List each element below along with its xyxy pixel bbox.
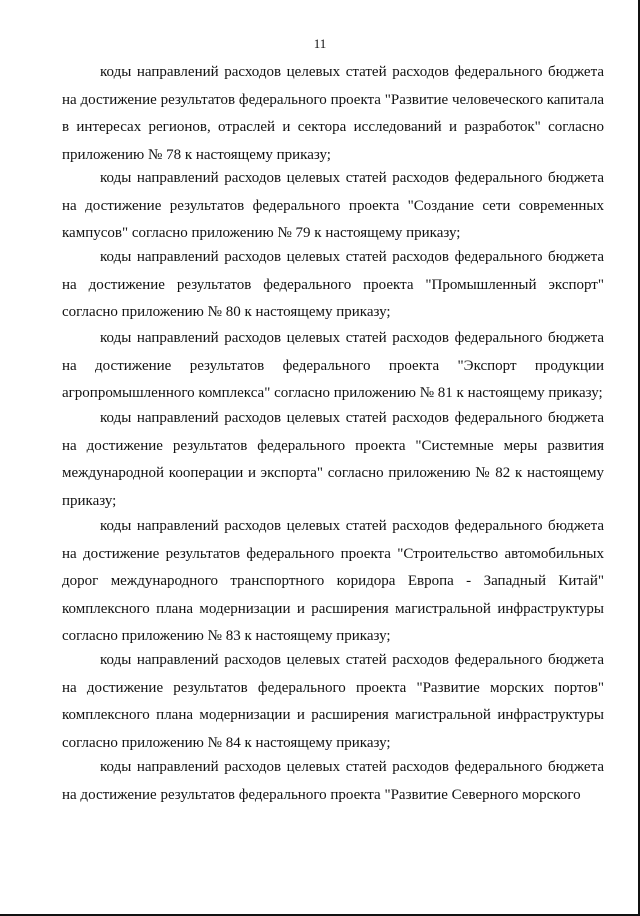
paragraph-appendix-78: коды направлений расходов целевых статей расходов федерального бюджета на достижение результатов федерального проекта "Развитие человеческого капитала в интересах регионов, отраслей и сектора исследований и разработок" согласно приложению № 78 к настоящему приказу; <box>62 64 604 163</box>
paragraph-appendix-84: коды направлений расходов целевых статей расходов федерального бюджета на достижение результатов федерального проекта "Развитие морских портов" комплексного плана модернизации и расширения магистральной инфраструктуры согласно приложению № 84 к настоящему приказу; <box>62 652 604 751</box>
paragraph-appendix-83: коды направлений расходов целевых статей расходов федерального бюджета на достижение результатов федерального проекта "Строительство автомобильных дорог международного транспортного коридора Европа - Западный Китай" комплексного плана модернизации и расширения магистральной инфраструктуры согласно приложению № 83 к настоящему приказу; <box>62 518 604 644</box>
paragraph-appendix-81: коды направлений расходов целевых статей расходов федерального бюджета на достижение результатов федерального проекта "Экспорт продукции агропромышленного комплекса" согласно приложению № 81 к настоящему приказу; <box>62 330 604 401</box>
paragraph-appendix-82: коды направлений расходов целевых статей расходов федерального бюджета на достижение результатов федерального проекта "Системные меры развития международной кооперации и экспорта" согласно приложению № 82 к настоящему приказу; <box>62 410 604 509</box>
paragraph-northern-sea-route: коды направлений расходов целевых статей расходов федерального бюджета на достижение результатов федерального проекта "Развитие Северного морского <box>62 759 604 803</box>
paragraph-appendix-80: коды направлений расходов целевых статей расходов федерального бюджета на достижение результатов федерального проекта "Промышленный экспорт" согласно приложению № 80 к настоящему приказу; <box>62 249 604 320</box>
page-number: 11 <box>313 36 327 51</box>
paragraph-appendix-79: коды направлений расходов целевых статей расходов федерального бюджета на достижение результатов федерального проекта "Создание сети современных кампусов" согласно приложению № 79 к настоящему приказу; <box>62 170 604 241</box>
